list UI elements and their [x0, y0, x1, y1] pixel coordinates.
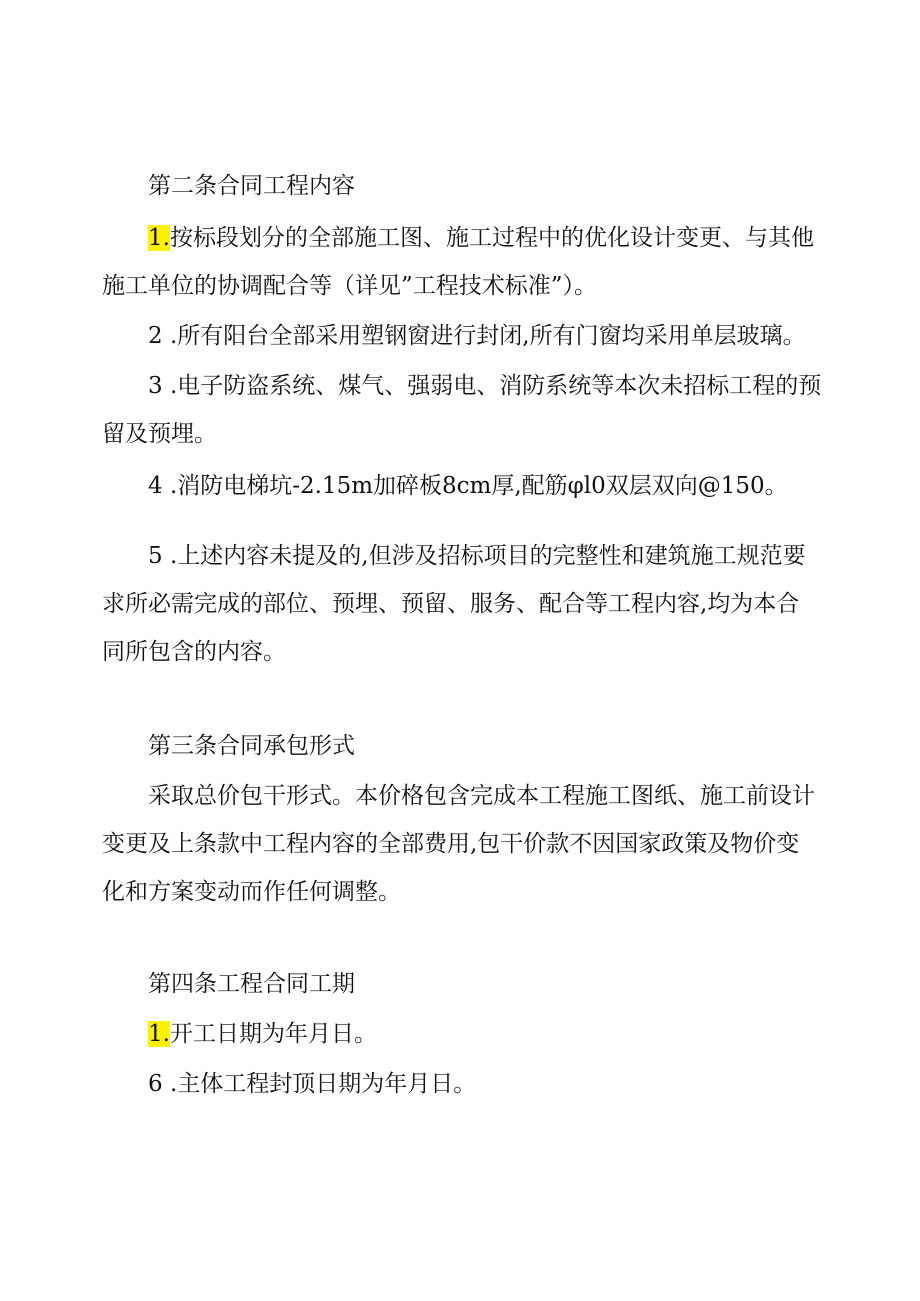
article2-item3-line1: 3 .电子防盗系统、煤气、强弱电、消防系统等本次未招标工程的预	[148, 373, 822, 399]
article2-item1-line2: 施工单位的协调配合等（详见”工程技术标准”）。	[102, 273, 598, 299]
article3-para-line2: 变更及上条款中工程内容的全部费用,包干价款不因国家政策及物价变	[102, 831, 800, 857]
article2-heading: 第二条合同工程内容	[148, 173, 355, 199]
article2-item5-line1: 5 .上述内容未提及的,但涉及招标项目的完整性和建筑施工规范要	[148, 543, 806, 569]
article2-item4: 4 .消防电梯坑-2.15m加碎板8cm厚,配筋φl0双层双向@150。	[148, 473, 788, 499]
article3-para-line1: 采取总价包干形式。本价格包含完成本工程施工图纸、施工前设计	[148, 783, 815, 809]
article4-item1-text: 开工日期为年月日。	[169, 1021, 377, 1047]
article2-item2: 2 .所有阳台全部采用塑钢窗进行封闭,所有门窗均采用单层玻璃。	[148, 323, 806, 349]
article2-item5-line3: 同所包含的内容。	[102, 639, 286, 665]
item-number-highlight: 1.	[148, 1021, 170, 1047]
article2-item3-line2: 留及预埋。	[102, 421, 217, 447]
item-number-highlight: 1.	[148, 225, 170, 251]
article4-item6: 6 .主体工程封顶日期为年月日。	[148, 1071, 477, 1097]
article2-item1-text: 按标段划分的全部施工图、施工过程中的优化设计变更、与其他	[169, 225, 814, 251]
article2-item5-line2: 求所必需完成的部位、预埋、预留、服务、配合等工程内容,均为本合	[102, 591, 800, 617]
article4-heading: 第四条工程合同工期	[148, 971, 355, 997]
article2-item1-line1	[148, 222, 814, 254]
article3-para-line3: 化和方案变动而作任何调整。	[102, 879, 401, 905]
article3-heading: 第三条合同承包形式	[148, 733, 355, 759]
article4-item1	[148, 1018, 377, 1050]
